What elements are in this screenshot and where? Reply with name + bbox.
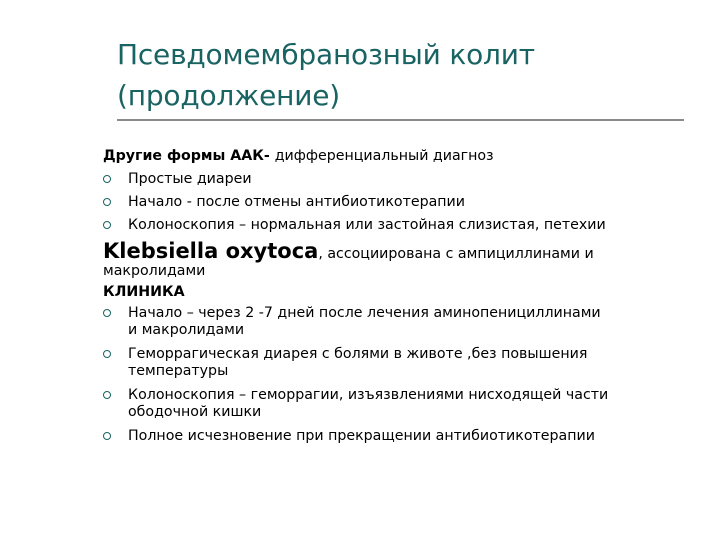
list-item <box>103 194 683 211</box>
list-item <box>103 346 683 380</box>
species-name: Klebsiella oxytoca <box>103 239 319 263</box>
bullet-circle-icon <box>103 221 111 229</box>
title-divider <box>117 119 684 121</box>
bullet-circle-icon <box>103 391 111 399</box>
list-item <box>103 387 683 421</box>
bullet-circle-icon <box>103 198 111 206</box>
slide-title <box>117 34 677 116</box>
list-item-text: Колоноскопия – нормальная или застойная слизистая, петехии <box>128 217 606 233</box>
species-paragraph <box>103 240 683 280</box>
list-item <box>103 428 683 445</box>
slide-body <box>103 148 683 452</box>
intro-line <box>103 148 683 165</box>
title-line-1: Псевдомембранозный колит <box>117 38 535 71</box>
intro-bold-text: Другие формы ААК- <box>103 148 275 164</box>
species-text-1: , ассоциирована с ампициллинами и <box>318 246 594 262</box>
title-line-2: (продолжение) <box>117 79 341 112</box>
list-item-text: Полное исчезновение при прекращении антибиотикотерапии <box>128 428 595 444</box>
list-item-text: Колоноскопия – геморрагии, изъязвлениями нисходящей части <box>128 387 609 403</box>
list-item-text: Начало - после отмены антибиотикотерапии <box>128 194 466 210</box>
species-text-2: макролидами <box>103 263 206 279</box>
list-item-text: Простые диареи <box>128 171 252 187</box>
list-item-text: Геморрагическая диарея с болями в животе ,без повышения <box>128 346 588 362</box>
list-item-text-cont: ободочной кишки <box>128 404 262 420</box>
list-item <box>103 305 683 339</box>
intro-text: дифференциальный диагноз <box>274 148 494 164</box>
bullet-circle-icon <box>103 432 111 440</box>
list-item <box>103 217 683 234</box>
bullet-circle-icon <box>103 309 111 317</box>
list-item-text: Начало – через 2 -7 дней после лечения аминопенициллинами <box>128 305 601 321</box>
list-item-text-cont: и макролидами <box>128 322 245 338</box>
list-item <box>103 171 683 188</box>
list-item-text-cont: температуры <box>128 363 229 379</box>
section-heading: КЛИНИКА <box>103 284 185 300</box>
bullet-circle-icon <box>103 175 111 183</box>
bullet-circle-icon <box>103 350 111 358</box>
